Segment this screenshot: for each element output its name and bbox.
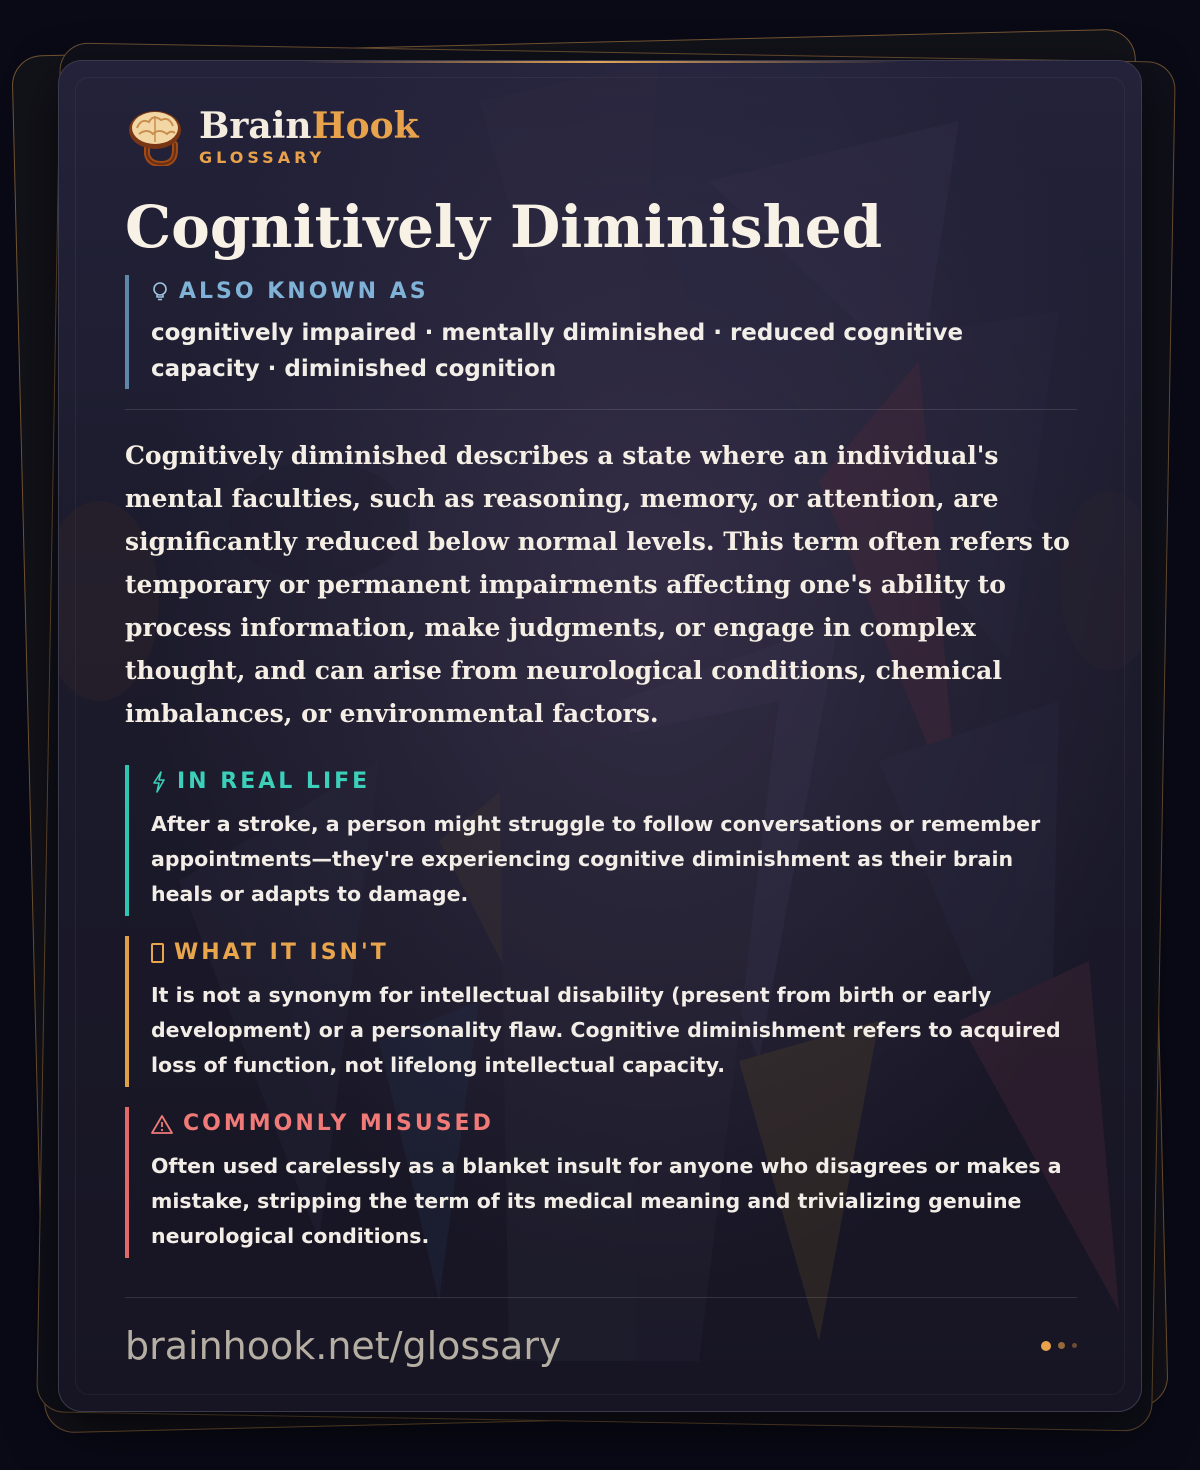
what-it-isnt-section — [125, 936, 1077, 1087]
brand-subtitle: GLOSSARY — [199, 147, 326, 167]
in-real-life-text: After a stroke, a person might struggle to follow conversations or remember appointments—they're experiencing cognitive diminishment as their brain heals or adapts to damage. — [151, 812, 1041, 906]
term-title: Cognitively Diminished — [125, 193, 883, 261]
also-known-as-text: cognitively impaired · mentally diminished · reduced cognitive capacity · diminished cognition — [151, 320, 964, 382]
top-accent-line — [299, 61, 901, 63]
brand-header — [125, 103, 1077, 169]
brand-name — [199, 106, 419, 146]
also-known-as-heading-row — [151, 277, 1077, 307]
footer-url[interactable]: brainhook.net/glossary — [125, 1323, 562, 1368]
brand-name-brain: Brain — [199, 104, 312, 147]
divider — [125, 409, 1077, 410]
commonly-misused-heading-row — [151, 1109, 1077, 1139]
page-dot-3[interactable] — [1072, 1343, 1077, 1348]
lightning-icon — [151, 771, 167, 793]
what-it-isnt-text: It is not a synonym for intellectual disability (present from birth or early development) or a personality flaw. Cognitive diminishment refers to acquired loss of function, not lifelong intellectual capacity. — [151, 983, 1061, 1077]
in-real-life-section — [125, 765, 1077, 916]
in-real-life-heading: IN REAL LIFE — [177, 769, 371, 794]
glossary-card — [58, 60, 1142, 1412]
commonly-misused-text: Often used carelessly as a blanket insult for anyone who disagrees or makes a mistake, stripping the term of its medical meaning and trivializing genuine neurological conditions. — [151, 1154, 1062, 1248]
missing-glyph-box-icon — [151, 943, 164, 963]
card-content — [125, 103, 1077, 1258]
page-dot-1[interactable] — [1041, 1341, 1051, 1351]
definition-text: Cognitively diminished describes a state where an individual's mental faculties, such as reasoning, memory, or attention, are significantly reduced below normal levels. This term often refers to temporary or permanent impairments affecting one's ability to process information, make judgments, or engage in complex thought, and can arise from neurological conditions, chemical imbalances, or environmental factors. — [125, 441, 1070, 728]
what-it-isnt-heading: WHAT IT ISN'T — [174, 940, 389, 965]
commonly-misused-heading: COMMONLY MISUSED — [183, 1111, 494, 1136]
warning-icon — [151, 1114, 173, 1134]
what-it-isnt-heading-row — [151, 938, 1077, 968]
page-dot-2[interactable] — [1058, 1342, 1065, 1349]
in-real-life-heading-row — [151, 767, 1077, 797]
lightbulb-icon — [151, 281, 169, 303]
page-indicator — [1041, 1335, 1077, 1351]
commonly-misused-section — [125, 1107, 1077, 1258]
brain-hook-logo-icon — [125, 106, 185, 166]
card-footer — [125, 1297, 1077, 1387]
also-known-as-section — [125, 275, 1077, 389]
also-known-as-heading: ALSO KNOWN AS — [179, 279, 429, 304]
brand-name-hook: Hook — [311, 104, 419, 147]
